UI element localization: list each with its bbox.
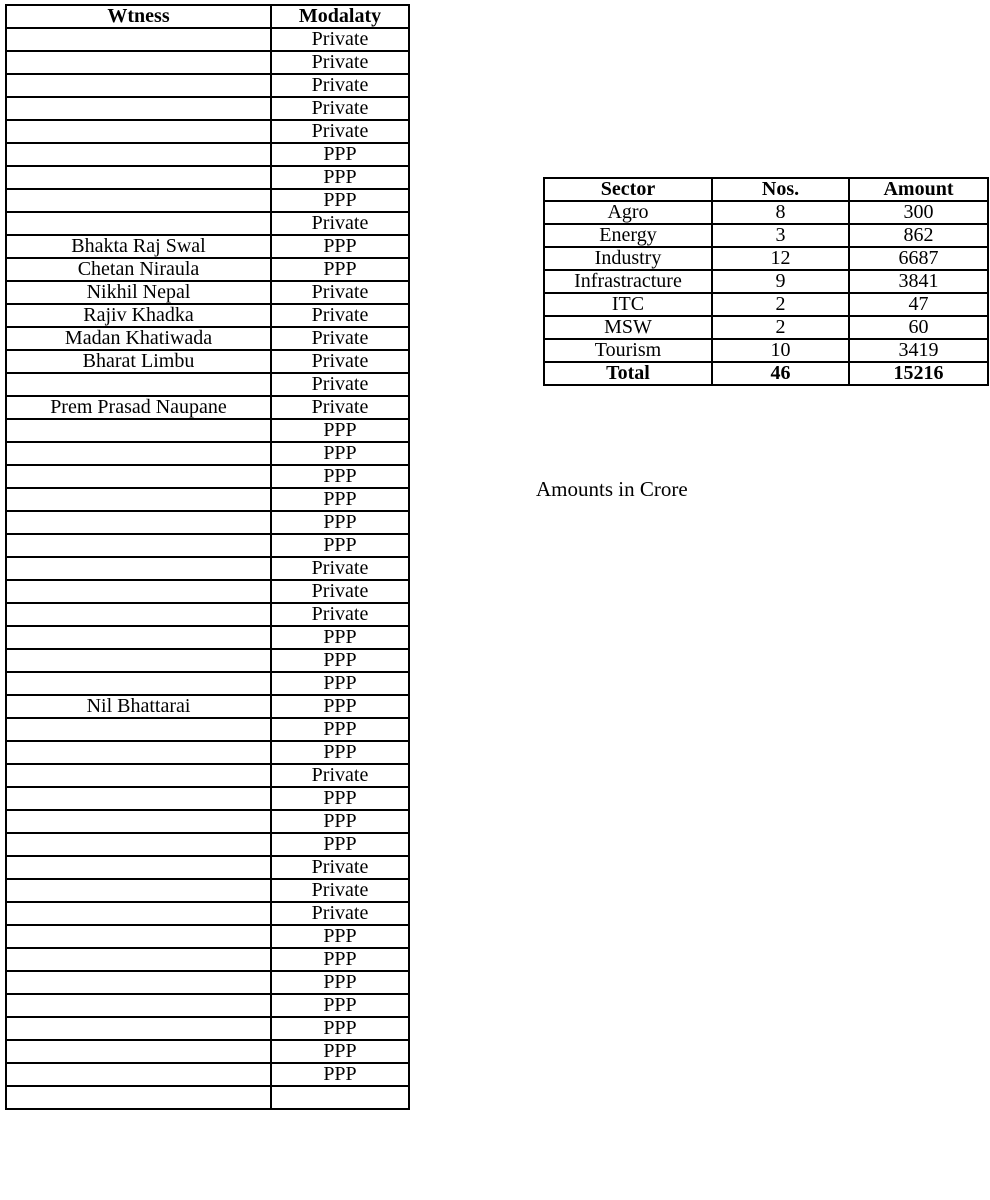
table-row: [6, 1086, 409, 1109]
witness-cell: [6, 810, 271, 833]
modality-cell: Private: [271, 856, 409, 879]
witness-cell: Prem Prasad Naupane: [6, 396, 271, 419]
witness-cell: Nil Bhattarai: [6, 695, 271, 718]
table-row: [6, 534, 409, 557]
witness-cell: [6, 580, 271, 603]
modality-cell: Private: [271, 51, 409, 74]
witness-cell: Bharat Limbu: [6, 350, 271, 373]
sector-cell: MSW: [544, 316, 712, 339]
sector-summary-table: [543, 177, 989, 386]
witness-cell: [6, 442, 271, 465]
witness-cell: [6, 1086, 271, 1109]
modality-cell: PPP: [271, 649, 409, 672]
table-row: [6, 511, 409, 534]
modality-cell: PPP: [271, 971, 409, 994]
witness-cell: [6, 994, 271, 1017]
witness-cell: Chetan Niraula: [6, 258, 271, 281]
modality-cell: PPP: [271, 189, 409, 212]
table-row: [6, 304, 409, 327]
modality-cell: Private: [271, 327, 409, 350]
modality-cell: PPP: [271, 925, 409, 948]
sector-cell: Infrastracture: [544, 270, 712, 293]
modality-cell: Private: [271, 74, 409, 97]
modality-cell: Private: [271, 373, 409, 396]
witness-cell: [6, 143, 271, 166]
witness-cell: [6, 741, 271, 764]
table-row: [6, 419, 409, 442]
modality-cell: PPP: [271, 235, 409, 258]
table-row: [6, 235, 409, 258]
witness-cell: [6, 1063, 271, 1086]
witness-cell: [6, 971, 271, 994]
witness-cell: [6, 511, 271, 534]
witness-modality-table: [5, 4, 410, 1110]
modality-cell: PPP: [271, 442, 409, 465]
modality-cell: Private: [271, 879, 409, 902]
modality-cell: PPP: [271, 258, 409, 281]
table-row: [6, 994, 409, 1017]
witness-cell: [6, 902, 271, 925]
modality-cell: PPP: [271, 511, 409, 534]
modality-cell: Private: [271, 28, 409, 51]
modality-cell: [271, 1086, 409, 1109]
table-row: [6, 143, 409, 166]
nos-cell: 12: [712, 247, 849, 270]
modality-cell: Private: [271, 396, 409, 419]
table-row: [6, 166, 409, 189]
modality-cell: Private: [271, 557, 409, 580]
witness-cell: [6, 787, 271, 810]
modality-cell: Private: [271, 580, 409, 603]
witness-cell: [6, 212, 271, 235]
table-row: [6, 74, 409, 97]
sector-column-header: Sector: [544, 178, 712, 201]
nos-cell: 3: [712, 224, 849, 247]
amount-column-header: Amount: [849, 178, 988, 201]
table-row: [6, 718, 409, 741]
witness-table-body: [6, 28, 409, 1109]
table-row: [6, 488, 409, 511]
witness-cell: [6, 603, 271, 626]
table-row: [6, 833, 409, 856]
modality-cell: PPP: [271, 143, 409, 166]
modality-cell: Private: [271, 212, 409, 235]
witness-cell: [6, 74, 271, 97]
table-row: [544, 293, 988, 316]
modality-cell: PPP: [271, 695, 409, 718]
modality-cell: Private: [271, 97, 409, 120]
table-row: [6, 97, 409, 120]
amount-cell: 300: [849, 201, 988, 224]
table-row: [544, 270, 988, 293]
table-row: [6, 580, 409, 603]
witness-cell: Madan Khatiwada: [6, 327, 271, 350]
modality-cell: Private: [271, 350, 409, 373]
modality-cell: PPP: [271, 465, 409, 488]
amount-cell: 6687: [849, 247, 988, 270]
modality-cell: PPP: [271, 810, 409, 833]
nos-cell: 9: [712, 270, 849, 293]
modality-cell: PPP: [271, 672, 409, 695]
table-row: [6, 971, 409, 994]
modality-column-header: Modalaty: [271, 5, 409, 28]
modality-cell: PPP: [271, 718, 409, 741]
table-row: [6, 1040, 409, 1063]
table-row: [6, 465, 409, 488]
nos-column-header: Nos.: [712, 178, 849, 201]
modality-cell: PPP: [271, 1040, 409, 1063]
amount-cell: 3419: [849, 339, 988, 362]
table-row: [6, 741, 409, 764]
amount-unit-note: Amounts in Crore: [536, 477, 688, 501]
amount-cell: 47: [849, 293, 988, 316]
witness-cell: [6, 419, 271, 442]
table-row: [6, 373, 409, 396]
table-row: [6, 856, 409, 879]
modality-cell: PPP: [271, 534, 409, 557]
witness-cell: [6, 465, 271, 488]
table-row: [6, 258, 409, 281]
nos-cell: 10: [712, 339, 849, 362]
witness-cell: [6, 534, 271, 557]
witness-cell: [6, 189, 271, 212]
witness-cell: [6, 649, 271, 672]
table-row: [544, 339, 988, 362]
sector-cell: Industry: [544, 247, 712, 270]
modality-cell: PPP: [271, 833, 409, 856]
witness-cell: Rajiv Khadka: [6, 304, 271, 327]
witness-cell: [6, 925, 271, 948]
table-row: [6, 787, 409, 810]
witness-cell: [6, 672, 271, 695]
witness-cell: [6, 166, 271, 189]
table-row: [6, 120, 409, 143]
modality-cell: Private: [271, 120, 409, 143]
amount-cell: 862: [849, 224, 988, 247]
table-row: [6, 1063, 409, 1086]
witness-cell: Bhakta Raj Swal: [6, 235, 271, 258]
modality-cell: Private: [271, 902, 409, 925]
table-row: [6, 442, 409, 465]
witness-cell: [6, 879, 271, 902]
modality-cell: PPP: [271, 1017, 409, 1040]
modality-cell: PPP: [271, 488, 409, 511]
modality-cell: Private: [271, 764, 409, 787]
modality-cell: PPP: [271, 166, 409, 189]
table-row: [544, 201, 988, 224]
modality-cell: Private: [271, 281, 409, 304]
total-amount: 15216: [849, 362, 988, 385]
sector-cell: Agro: [544, 201, 712, 224]
table-row: [6, 925, 409, 948]
nos-cell: 2: [712, 293, 849, 316]
table-row: [6, 695, 409, 718]
table-row: [6, 1017, 409, 1040]
modality-cell: Private: [271, 603, 409, 626]
nos-cell: 8: [712, 201, 849, 224]
modality-cell: Private: [271, 304, 409, 327]
sector-cell: ITC: [544, 293, 712, 316]
table-row: [6, 557, 409, 580]
sector-table-header-row: [544, 178, 988, 201]
modality-cell: PPP: [271, 948, 409, 971]
modality-cell: PPP: [271, 419, 409, 442]
table-row: [6, 649, 409, 672]
witness-cell: [6, 557, 271, 580]
sector-cell: Energy: [544, 224, 712, 247]
sector-cell: Tourism: [544, 339, 712, 362]
witness-cell: [6, 856, 271, 879]
table-row: [6, 281, 409, 304]
witness-cell: [6, 28, 271, 51]
modality-cell: PPP: [271, 787, 409, 810]
table-row: [6, 28, 409, 51]
table-row: [544, 247, 988, 270]
total-label: Total: [544, 362, 712, 385]
table-row: [6, 212, 409, 235]
table-row: [6, 350, 409, 373]
total-nos: 46: [712, 362, 849, 385]
table-row: [6, 396, 409, 419]
witness-cell: [6, 626, 271, 649]
amount-cell: 60: [849, 316, 988, 339]
witness-cell: [6, 948, 271, 971]
witness-cell: [6, 488, 271, 511]
witness-cell: Nikhil Nepal: [6, 281, 271, 304]
modality-cell: PPP: [271, 741, 409, 764]
witness-cell: [6, 120, 271, 143]
table-row: [544, 224, 988, 247]
modality-cell: PPP: [271, 994, 409, 1017]
table-row: [6, 626, 409, 649]
witness-cell: [6, 97, 271, 120]
sector-total-row: [544, 362, 988, 385]
table-row: [6, 189, 409, 212]
table-row: [6, 327, 409, 350]
table-row: [6, 51, 409, 74]
witness-table-header-row: [6, 5, 409, 28]
modality-cell: PPP: [271, 1063, 409, 1086]
nos-cell: 2: [712, 316, 849, 339]
witness-cell: [6, 833, 271, 856]
modality-cell: PPP: [271, 626, 409, 649]
table-row: [6, 603, 409, 626]
table-row: [6, 672, 409, 695]
witness-cell: [6, 373, 271, 396]
table-row: [6, 810, 409, 833]
table-row: [6, 879, 409, 902]
witness-cell: [6, 718, 271, 741]
table-row: [6, 764, 409, 787]
witness-cell: [6, 51, 271, 74]
witness-cell: [6, 764, 271, 787]
witness-cell: [6, 1017, 271, 1040]
table-row: [6, 902, 409, 925]
sector-table-body: [544, 201, 988, 362]
witness-cell: [6, 1040, 271, 1063]
amount-cell: 3841: [849, 270, 988, 293]
table-row: [6, 948, 409, 971]
witness-column-header: Wtness: [6, 5, 271, 28]
table-row: [544, 316, 988, 339]
